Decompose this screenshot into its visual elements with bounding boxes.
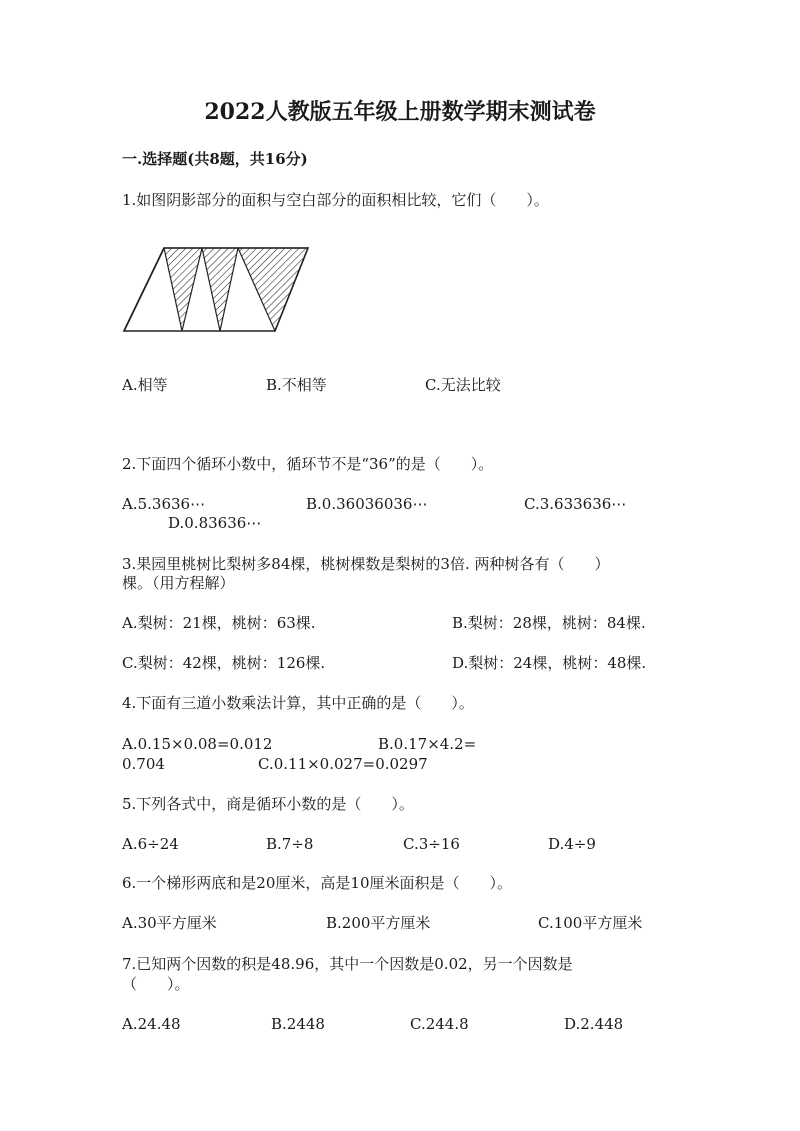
question-3-stem-line2: 棵。（用方程解） [122, 574, 235, 592]
q2-option-a: A.5.3636⋯ [122, 495, 206, 513]
q3-option-a: A.梨树：21棵，桃树：63棵. [122, 614, 316, 632]
shaded-triangle-2 [202, 248, 238, 331]
q3-option-b: B.梨树：28棵，桃树：84棵. [452, 614, 646, 632]
question-6-stem: 6.一个梯形两底和是20厘米，高是10厘米面积是（ ）。 [122, 874, 512, 892]
shaded-triangle-1 [164, 248, 202, 331]
q6-option-c: C.100平方厘米 [538, 914, 643, 932]
q5-option-d: D.4÷9 [548, 835, 596, 853]
section-heading: 一.选择题(共8题，共16分) [122, 150, 308, 168]
q7-option-d: D.2.448 [564, 1015, 624, 1033]
q5-option-b: B.7÷8 [266, 835, 314, 853]
q1-option-b: B.不相等 [266, 376, 327, 394]
q7-option-c: C.244.8 [410, 1015, 469, 1033]
question-2-stem: 2.下面四个循环小数中，循环节不是“36”的是（ ）。 [122, 455, 494, 473]
q7-option-b: B.2448 [271, 1015, 325, 1033]
question-1-stem: 1.如图阴影部分的面积与空白部分的面积相比较，它们（ ）。 [122, 191, 549, 209]
q5-option-a: A.6÷24 [122, 835, 179, 853]
q2-option-b: B.0.36036036⋯ [306, 495, 428, 513]
q2-option-d: D.0.83636⋯ [168, 514, 262, 532]
question-5-stem: 5.下列各式中，商是循环小数的是（ ）。 [122, 795, 414, 813]
q1-option-a: A.相等 [122, 376, 168, 394]
page-title: 2022人教版五年级上册数学期末测试卷 [204, 99, 596, 125]
q6-option-a: A.30平方厘米 [122, 914, 217, 932]
q3-option-c: C.梨树：42棵，桃树：126棵. [122, 654, 326, 672]
question-7-stem-line2: （ ）。 [122, 975, 190, 993]
q4-option-b: B.0.17×4.2= [378, 735, 477, 753]
parallelogram-figure [120, 243, 320, 339]
q2-option-c: C.3.633636⋯ [524, 495, 627, 513]
question-7-stem-line1: 7.已知两个因数的积是48.96，其中一个因数是0.02，另一个因数是 [122, 955, 573, 973]
q1-option-c: C.无法比较 [425, 376, 501, 394]
shaded-triangle-3 [238, 248, 308, 331]
q6-option-b: B.200平方厘米 [326, 914, 431, 932]
q3-option-d: D.梨树：24棵，桃树：48棵. [452, 654, 647, 672]
question-3-stem-line1: 3.果园里桃树比梨树多84棵，桃树棵数是梨树的3倍. 两种树各有（ ） [122, 555, 610, 573]
q4-option-b-continued: 0.704 [122, 755, 165, 773]
q4-option-a: A.0.15×0.08=0.012 [122, 735, 273, 753]
q5-option-c: C.3÷16 [403, 835, 460, 853]
question-4-stem: 4.下面有三道小数乘法计算，其中正确的是（ ）。 [122, 694, 474, 712]
q7-option-a: A.24.48 [122, 1015, 181, 1033]
q4-option-c: C.0.11×0.027=0.0297 [258, 755, 428, 773]
